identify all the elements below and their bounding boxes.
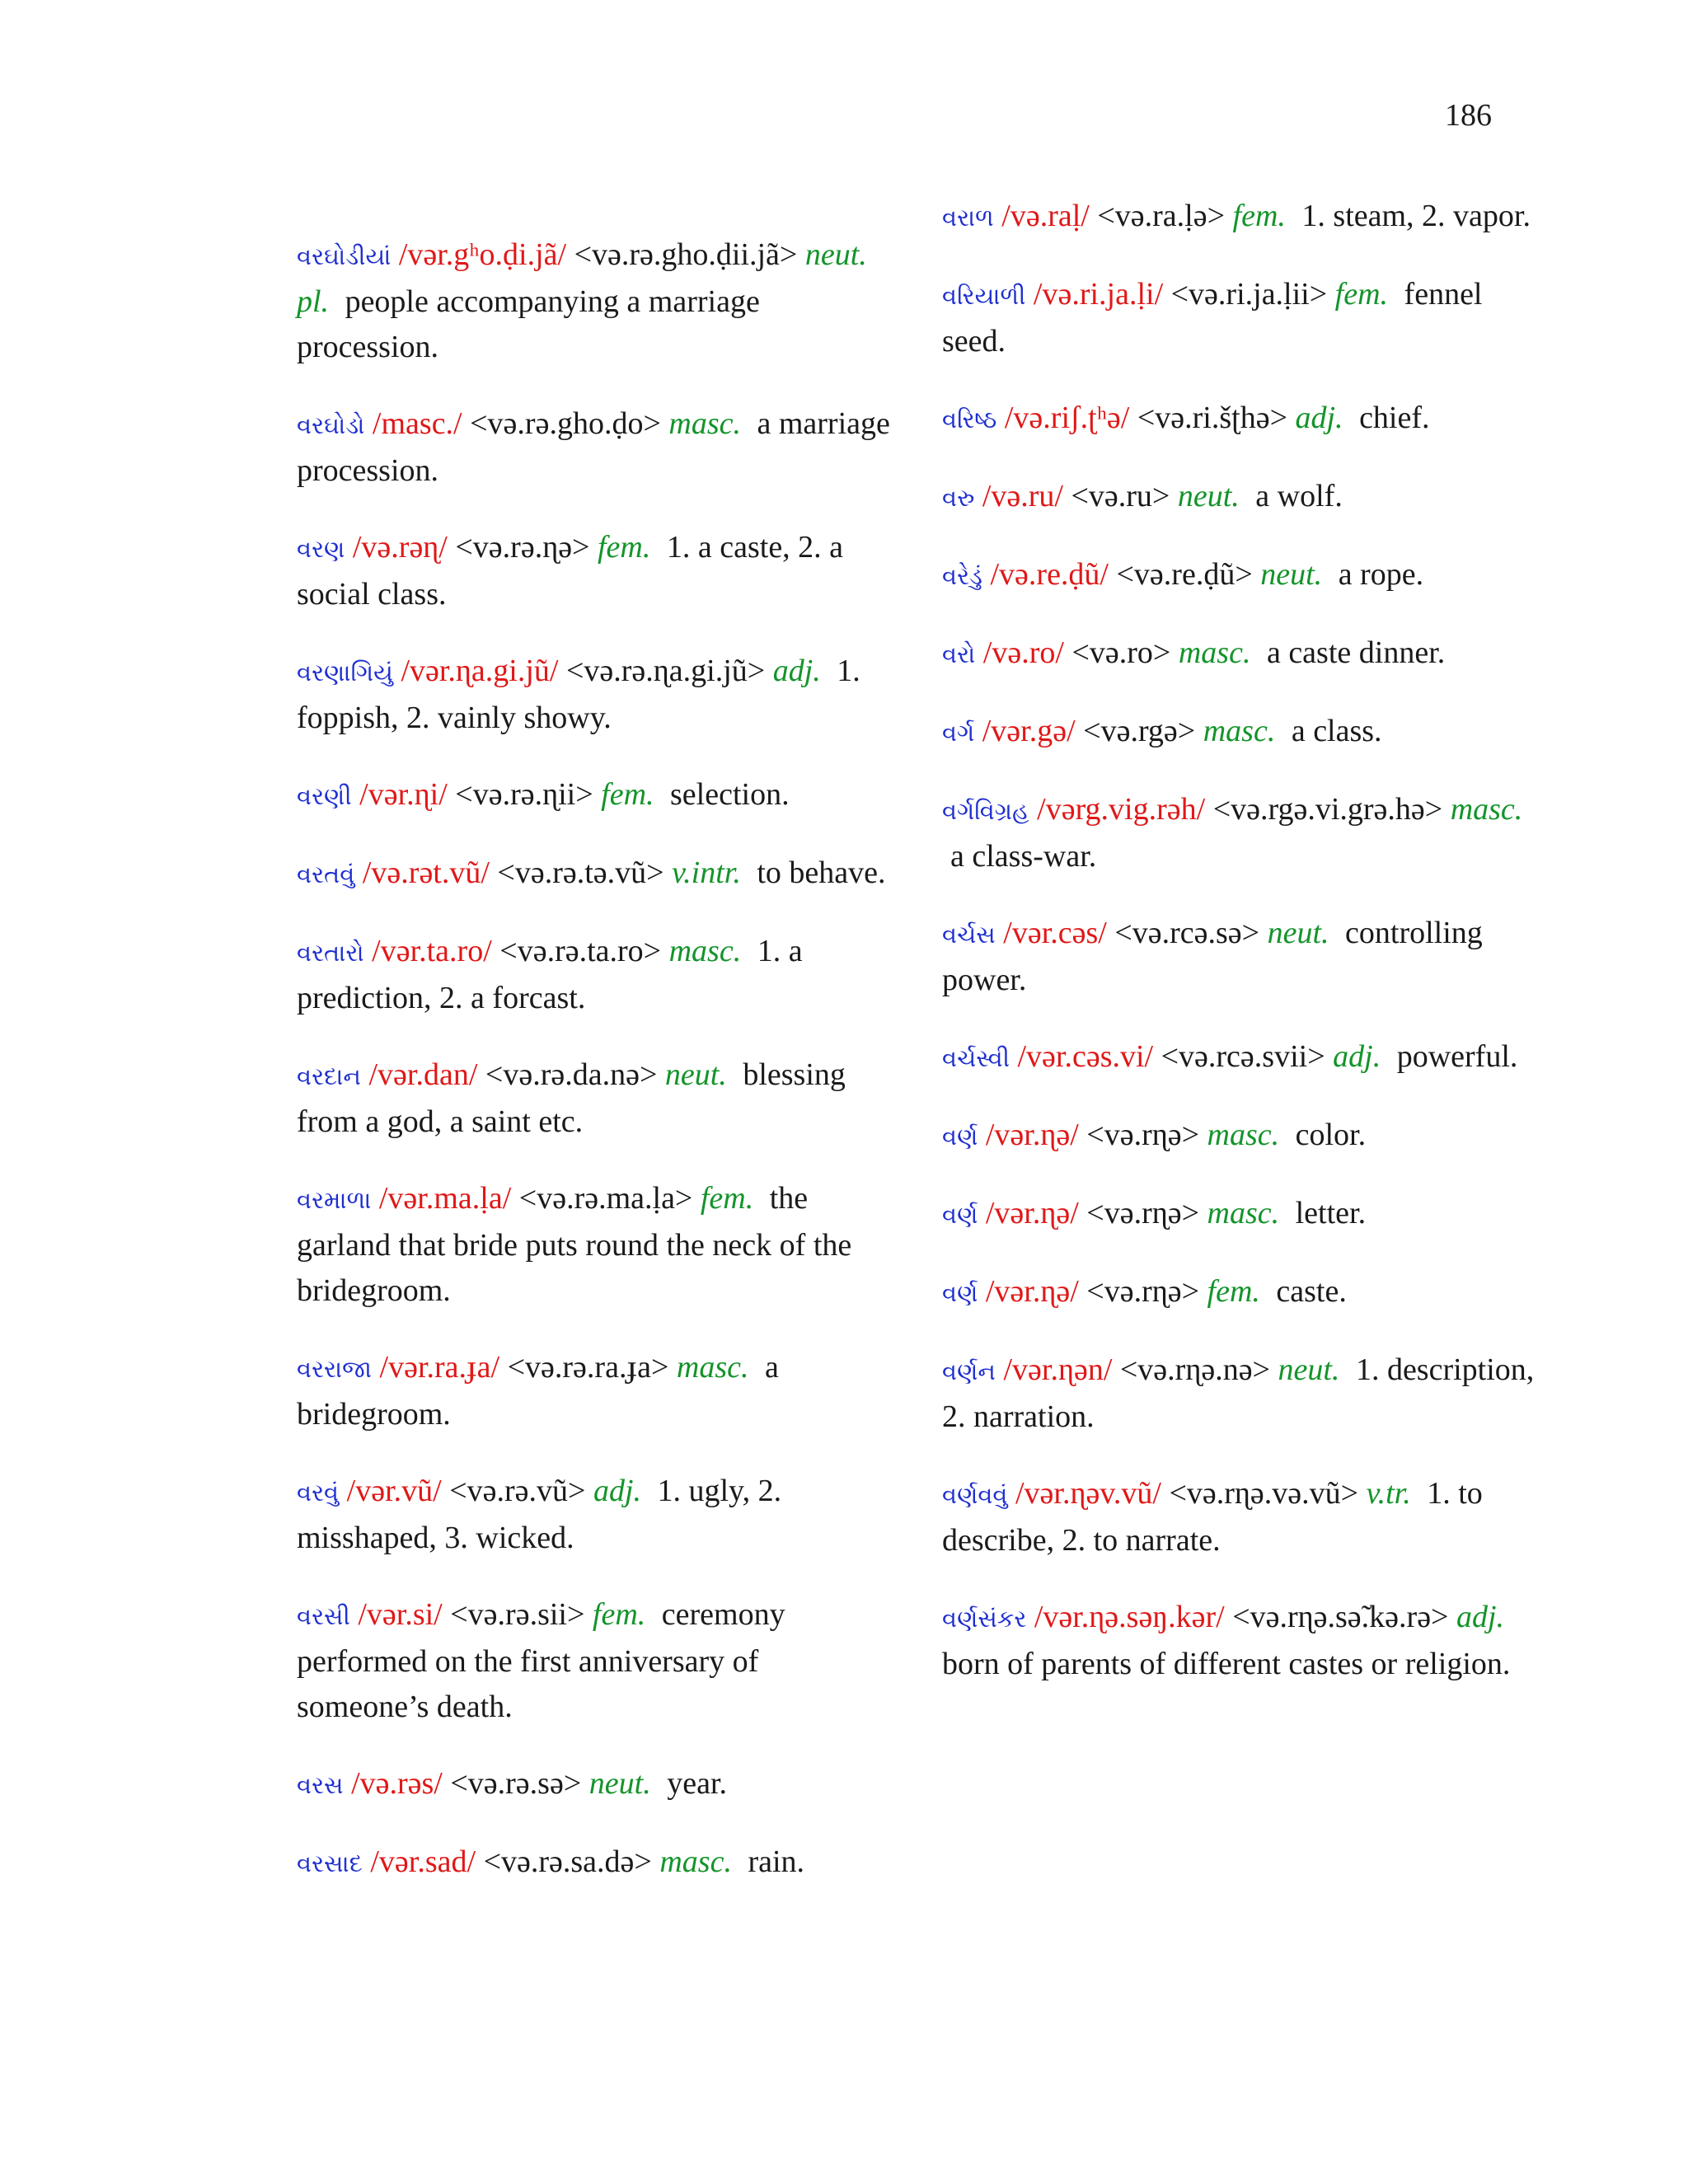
entry-headword: વરમાળા xyxy=(297,1186,372,1214)
entry-pronunciation: /vər.vũ/ xyxy=(346,1474,442,1508)
entry-transliteration: <və.rɳə.sə̃.kə.rə> xyxy=(1232,1600,1449,1634)
entry-transliteration: <və.rə.tə.vũ> xyxy=(497,855,664,890)
dictionary-entry xyxy=(297,1176,890,1314)
entry-transliteration: <və.rɳə> xyxy=(1086,1196,1200,1230)
entry-transliteration: <və.rɳə> xyxy=(1086,1274,1200,1309)
entry-headword: વરતારો xyxy=(297,939,364,967)
entry-pronunciation: /və.raḷ/ xyxy=(1001,199,1090,233)
entry-transliteration: <və.ri.ja.ḷii> xyxy=(1170,277,1328,312)
entry-pronunciation: /vər.ɳən/ xyxy=(1003,1352,1113,1387)
dictionary-entry xyxy=(942,787,1536,879)
page-number: 186 xyxy=(1445,98,1492,133)
dictionary-entry xyxy=(297,1052,890,1145)
entry-headword: વર્ણવવું xyxy=(942,1481,1008,1509)
entry-part-of-speech: fem. xyxy=(1334,277,1389,312)
entry-part-of-speech: fem. xyxy=(1207,1274,1260,1309)
dictionary-entry xyxy=(942,1347,1536,1440)
entry-pronunciation: /vər.ɳi/ xyxy=(359,777,448,812)
entry-part-of-speech: neut. xyxy=(588,1766,651,1801)
entry-pronunciation: /və.rət.vũ/ xyxy=(362,855,490,890)
entry-part-of-speech: neut. xyxy=(1177,479,1240,513)
entry-headword: વરાળ xyxy=(942,204,994,232)
dictionary-entry xyxy=(942,194,1536,241)
entry-definition: blessing from a god, a saint etc. xyxy=(297,1057,846,1139)
entry-headword: વરિયાળી xyxy=(942,282,1026,310)
entry-pronunciation: /vər.cəs/ xyxy=(1003,916,1107,950)
entry-pronunciation: /vər.dan/ xyxy=(368,1057,478,1092)
entry-pronunciation: /vər.ɳa.gi.jũ/ xyxy=(401,654,559,688)
entry-headword: વરસાદ xyxy=(297,1849,363,1877)
entry-headword: વરઘોડીયાં xyxy=(297,242,392,270)
entry-headword: વરસ xyxy=(297,1771,344,1799)
entry-headword: વરવું xyxy=(297,1479,340,1507)
entry-transliteration: <və.rə.sa.də> xyxy=(483,1844,652,1879)
entry-transliteration: <və.rə.sə> xyxy=(450,1766,582,1801)
entry-definition: a wolf. xyxy=(1255,479,1343,513)
entry-definition: born of parents of different castes or religion. xyxy=(942,1647,1511,1681)
dictionary-entry xyxy=(297,525,890,617)
dictionary-entry xyxy=(297,401,890,494)
entry-definition: a bridegroom. xyxy=(297,1350,779,1432)
entry-transliteration: <və.rə.sii> xyxy=(450,1597,585,1632)
entry-headword: વરિષ્ઠ xyxy=(942,405,997,434)
entry-pronunciation: /masc./ xyxy=(372,406,462,441)
entry-part-of-speech: fem. xyxy=(592,1597,646,1632)
entry-definition: 1. a prediction, 2. a forcast. xyxy=(297,934,803,1015)
entry-part-of-speech: fem. xyxy=(598,530,651,565)
dictionary-entry xyxy=(942,552,1536,599)
entry-pronunciation: /vər.ɳə.səŋ.kər/ xyxy=(1034,1600,1225,1634)
entry-part-of-speech: adj. xyxy=(593,1474,641,1508)
entry-definition: rain. xyxy=(748,1844,805,1879)
entry-transliteration: <və.rə.ta.ro> xyxy=(499,934,662,968)
dictionary-entry xyxy=(297,1761,890,1808)
entry-headword: વર્ણસંકર xyxy=(942,1605,1027,1633)
left-column xyxy=(297,232,890,1918)
entry-transliteration: <və.ri.šʈhə> xyxy=(1137,401,1287,435)
entry-part-of-speech: masc. xyxy=(1207,1118,1280,1152)
right-column xyxy=(942,194,1536,1718)
dictionary-entry xyxy=(942,1113,1536,1160)
entry-pronunciation: /vər.ɳəv.vũ/ xyxy=(1015,1476,1161,1511)
entry-definition: caste. xyxy=(1276,1274,1347,1309)
entry-part-of-speech: adj. xyxy=(1456,1600,1505,1634)
dictionary-entry xyxy=(942,1471,1536,1563)
entry-part-of-speech: masc. xyxy=(1450,792,1523,827)
entry-part-of-speech: fem. xyxy=(700,1181,754,1216)
entry-transliteration: <və.rgə.vi.grə.hə> xyxy=(1212,792,1443,827)
entry-part-of-speech: adj. xyxy=(772,654,821,688)
entry-transliteration: <və.ru> xyxy=(1071,479,1170,513)
entry-transliteration: <və.rɳə> xyxy=(1086,1118,1200,1152)
entry-headword: વરસી xyxy=(297,1602,350,1630)
entry-pronunciation: /və.rəɳ/ xyxy=(352,530,448,565)
entry-definition: ceremony performed on the first anniversary of someone’s death. xyxy=(297,1597,785,1724)
dictionary-entry xyxy=(942,272,1536,364)
entry-definition: a marriage procession. xyxy=(297,406,890,488)
entry-headword: વર્ચસ્વી xyxy=(942,1044,1010,1072)
entry-part-of-speech: masc. xyxy=(676,1350,749,1385)
entry-part-of-speech: adj. xyxy=(1295,401,1343,435)
entry-headword: વરઘોડો xyxy=(297,411,365,439)
entry-headword: વર્ણન xyxy=(942,1357,996,1385)
entry-definition: 1. to describe, 2. to narrate. xyxy=(942,1476,1483,1558)
entry-pronunciation: /vər.ra.ɟa/ xyxy=(379,1350,500,1385)
entry-transliteration: <və.rə.gho.ḍii.jã> xyxy=(574,237,798,272)
dictionary-entry xyxy=(942,709,1536,756)
entry-transliteration: <və.ro> xyxy=(1071,635,1171,670)
dictionary-entry xyxy=(297,1840,890,1886)
entry-pronunciation: /vərg.vig.rəh/ xyxy=(1037,792,1206,827)
entry-part-of-speech: masc. xyxy=(1207,1196,1280,1230)
dictionary-entry xyxy=(297,851,890,898)
entry-part-of-speech: masc. xyxy=(668,406,741,441)
entry-part-of-speech: masc. xyxy=(1203,714,1276,748)
entry-definition: letter. xyxy=(1295,1196,1367,1230)
entry-pronunciation: /vər.sad/ xyxy=(370,1844,476,1879)
dictionary-entry xyxy=(942,630,1536,677)
entry-headword: વરરાજા xyxy=(297,1355,373,1383)
entry-transliteration: <və.rɳə.və.vũ> xyxy=(1169,1476,1359,1511)
entry-headword: વર્ગ xyxy=(942,719,975,747)
dictionary-entry xyxy=(297,772,890,819)
entry-headword: વરણી xyxy=(297,782,352,810)
dictionary-entry xyxy=(297,929,890,1021)
entry-headword: વરુ xyxy=(942,484,975,512)
entry-headword: વરણ xyxy=(297,535,345,563)
entry-part-of-speech: fem. xyxy=(601,777,654,812)
entry-headword: વરો xyxy=(942,640,976,668)
dictionary-entry xyxy=(942,474,1536,521)
entry-definition: chief. xyxy=(1359,401,1430,435)
entry-definition: 1. ugly, 2. misshaped, 3. wicked. xyxy=(297,1474,782,1555)
entry-pronunciation: /və.ru/ xyxy=(982,479,1063,513)
entry-pronunciation: /vər.cəs.vi/ xyxy=(1017,1039,1154,1074)
entry-part-of-speech: neut. xyxy=(1260,557,1323,592)
entry-part-of-speech: v.tr. xyxy=(1366,1476,1411,1511)
entry-part-of-speech: adj. xyxy=(1333,1039,1381,1074)
dictionary-entry xyxy=(297,232,890,370)
entry-definition: 1. foppish, 2. vainly showy. xyxy=(297,654,860,735)
entry-part-of-speech: masc. xyxy=(1178,635,1251,670)
entry-definition: 1. steam, 2. vapor. xyxy=(1301,199,1531,233)
dictionary-entry xyxy=(297,1469,890,1561)
entry-pronunciation: /vər.ɳə/ xyxy=(985,1118,1079,1152)
dictionary-entry xyxy=(942,1034,1536,1081)
entry-definition: a class. xyxy=(1291,714,1382,748)
entry-transliteration: <və.re.ḍũ> xyxy=(1116,557,1253,592)
entry-pronunciation: /vər.ta.ro/ xyxy=(372,934,492,968)
entry-definition: a rope. xyxy=(1338,557,1424,592)
dictionary-entry xyxy=(942,396,1536,443)
entry-pronunciation: /vər.ma.ḷa/ xyxy=(378,1181,512,1216)
entry-part-of-speech: neut. xyxy=(1267,916,1329,950)
dictionary-entry xyxy=(942,1269,1536,1316)
entry-definition: a class-war. xyxy=(950,839,1097,874)
entry-definition: powerful. xyxy=(1396,1039,1518,1074)
entry-definition: the garland that bride puts round the neck of the bridegroom. xyxy=(297,1181,852,1308)
dictionary-entry xyxy=(942,1191,1536,1238)
dictionary-entry xyxy=(297,649,890,741)
entry-part-of-speech: v.intr. xyxy=(672,855,741,890)
entry-headword: વરદાન xyxy=(297,1062,361,1090)
entry-headword: વર્ગવિગ્રહ xyxy=(942,797,1029,825)
entry-transliteration: <və.rə.ma.ḷa> xyxy=(518,1181,693,1216)
entry-part-of-speech: neut. pl. xyxy=(297,237,867,319)
entry-pronunciation: /və.rəs/ xyxy=(351,1766,443,1801)
entry-definition: year. xyxy=(667,1766,727,1801)
entry-transliteration: <və.rɳə.nə> xyxy=(1119,1352,1270,1387)
entry-headword: વર્ણ xyxy=(942,1201,978,1229)
entry-pronunciation: /və.ro/ xyxy=(982,635,1064,670)
entry-definition: a caste dinner. xyxy=(1266,635,1446,670)
entry-definition: to behave. xyxy=(757,855,886,890)
entry-part-of-speech: masc. xyxy=(668,934,742,968)
entry-part-of-speech: neut. xyxy=(1278,1352,1340,1387)
entry-transliteration: <və.rə.ra.ɟa> xyxy=(507,1350,669,1385)
entry-definition: color. xyxy=(1295,1118,1367,1152)
entry-pronunciation: /vər.ɳə/ xyxy=(985,1274,1079,1309)
entry-headword: વરતવું xyxy=(297,860,355,888)
entry-transliteration: <və.ra.ḷə> xyxy=(1097,199,1226,233)
entry-transliteration: <və.rə.gho.ḍo> xyxy=(470,406,661,441)
entry-headword: વર્ણ xyxy=(942,1279,978,1307)
entry-pronunciation: /vər.gə/ xyxy=(982,714,1076,748)
dictionary-entry xyxy=(942,911,1536,1003)
entry-transliteration: <və.rə.ɳa.gi.jũ> xyxy=(565,654,766,688)
entry-transliteration: <və.rə.vũ> xyxy=(449,1474,586,1508)
entry-pronunciation: /və.re.ḍũ/ xyxy=(990,557,1109,592)
entry-transliteration: <və.rcə.sə> xyxy=(1114,916,1260,950)
entry-definition: 1. description, 2. narration. xyxy=(942,1352,1535,1434)
entry-transliteration: <və.rə.ɳə> xyxy=(455,530,590,565)
entry-pronunciation: /və.ri.ja.ḷi/ xyxy=(1033,277,1164,312)
entry-headword: વર્ચસ xyxy=(942,921,996,949)
entry-definition: selection. xyxy=(670,777,790,812)
entry-transliteration: <və.rgə> xyxy=(1083,714,1196,748)
entry-pronunciation: /vər.si/ xyxy=(358,1597,443,1632)
entry-transliteration: <və.rə.ɳii> xyxy=(455,777,593,812)
entry-definition: 1. a caste, 2. a social class. xyxy=(297,530,844,612)
dictionary-entry xyxy=(942,1595,1536,1687)
entry-definition: fennel seed. xyxy=(942,277,1483,359)
entry-pronunciation: /vər.gʰo.ḍi.jã/ xyxy=(398,237,567,272)
dictionary-entry xyxy=(297,1592,890,1730)
entry-part-of-speech: fem. xyxy=(1232,199,1286,233)
dictionary-entry xyxy=(297,1345,890,1437)
entry-headword: વરેડું xyxy=(942,562,982,590)
entry-pronunciation: /və.riʃ.ʈʰə/ xyxy=(1004,401,1130,435)
entry-headword: વર્ણ xyxy=(942,1122,978,1151)
entry-definition: controlling power. xyxy=(942,916,1483,997)
entry-pronunciation: /vər.ɳə/ xyxy=(985,1196,1079,1230)
entry-part-of-speech: neut. xyxy=(664,1057,727,1092)
entry-part-of-speech: masc. xyxy=(659,1844,732,1879)
entry-headword: વરણાગિયું xyxy=(297,658,393,687)
entry-definition: people accompanying a marriage procession. xyxy=(297,284,760,364)
entry-transliteration: <və.rə.da.nə> xyxy=(485,1057,658,1092)
entry-transliteration: <və.rcə.svii> xyxy=(1160,1039,1325,1074)
